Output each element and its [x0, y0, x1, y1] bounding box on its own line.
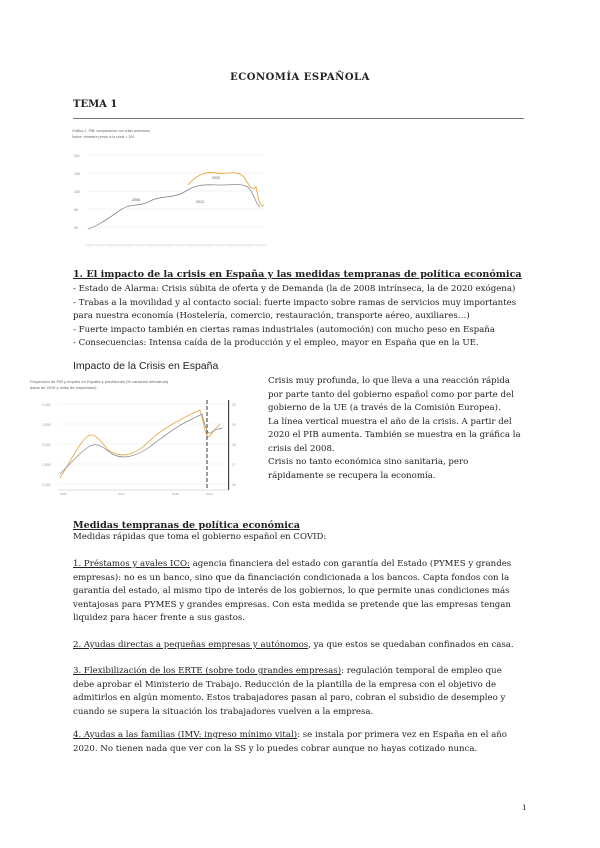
figure1-caption-2: Índice, trimestre previo a la crisis = 100: [72, 135, 135, 139]
svg-text:110: 110: [74, 154, 80, 158]
section1-list: [73, 283, 528, 351]
text-line: cuando se supera la situación los trabajadores vuelven a la empresa.: [73, 706, 374, 717]
svg-text:17: 17: [232, 463, 236, 467]
figure2-caption-1: Proyección de PIB y empleo en España y previsiones (% variación interanual): [30, 379, 169, 384]
text-line: : regulación temporal de empleo que: [341, 666, 502, 676]
svg-text:100: 100: [74, 190, 80, 194]
figure-crisis-impact-spain: [28, 374, 246, 500]
text-line: 2020. No tienen nada que ver con la SS y lo puedes cobrar aunque no hayas cotizado nunca.: [73, 743, 478, 754]
svg-text:19: 19: [232, 423, 236, 427]
svg-text:90: 90: [74, 226, 78, 230]
text-line: agencia financiera del estado con garantía del Estado (PYMES y grandes: [189, 559, 512, 569]
measure-ico: [73, 558, 528, 626]
measure-imv: [73, 729, 528, 756]
text-line: crisis del 2008.: [268, 443, 335, 454]
text-line: por parte tanto del gobierno español como por parte del: [268, 389, 514, 400]
text-line: 2020 el PIB aumenta. También se muestra en la gráfica la: [268, 430, 521, 440]
figure1-caption-1: Gráfico 1. PIB: comparación con crisis anteriores: [72, 129, 150, 133]
list-item: - Estado de Alarma: Crisis súbita de oferta y de Demanda (la de 2008 intrínseca, la de 2020 exógena): [73, 284, 516, 294]
list-item: para nuestra economía (Hostelería, comercio, restauración, transporte aéreo, auxiliares…): [73, 311, 470, 321]
measure-erte-title: 3. Flexibilización de los ERTE (sobre todo grandes empresas): [73, 666, 342, 676]
text-line: debe aprobar el Ministerio de Trabajo. Reducción de la plantilla de la empresa con el objetivo de: [73, 679, 497, 690]
svg-text:2018: 2018: [172, 492, 179, 496]
svg-text:3.000: 3.000: [42, 443, 51, 447]
text-line: : se instala por primera vez en España en el año: [297, 730, 507, 740]
svg-text:2006: 2006: [60, 492, 67, 496]
measure-erte: [73, 665, 528, 719]
measure-imv-title: 4. Ayudas a las familias (IMV: ingreso mínimo vital): [73, 730, 298, 740]
text-line: , ya que estos se quedaban confinados en casa.: [308, 640, 514, 650]
svg-text:105: 105: [74, 172, 80, 176]
text-line: rápidamente se recupera la economía.: [268, 470, 436, 481]
measure-direct-aid-title: 2. Ayudas directas a pequeñas empresas y autónomos: [73, 640, 309, 650]
list-item: - Consecuencias: Intensa caída de la producción y el empleo, mayor en España que en la UE.: [73, 338, 479, 348]
page-number: 1: [522, 803, 527, 812]
measure-ico-title: 1. Préstamos y avales ICO:: [73, 559, 190, 569]
text-line: admitirlos en algún momento. Estos trabajadores pasan al paro, cobran el subsidio de desempleo y: [73, 693, 506, 703]
svg-text:18: 18: [232, 443, 236, 447]
figure2-caption-2: datos de 2019 y miles de empleados): [30, 385, 97, 390]
page-title: ECONOMÍA ESPAÑOLA: [230, 72, 370, 83]
text-line: liquidez para hacer frente a sus gastos.: [73, 613, 246, 623]
divider: [73, 118, 524, 119]
figure2-commentary: [268, 375, 530, 483]
svg-text:3.500: 3.500: [42, 423, 51, 427]
figure-gdp-crisis-comparison: [70, 125, 280, 253]
svg-text:2.000: 2.000: [42, 483, 51, 487]
section1-heading: 1. El impacto de la crisis en España y las medidas tempranas de política económica: [73, 269, 522, 280]
text-line: Crisis muy profunda, lo que lleva a una reacción rápida: [268, 376, 510, 386]
section-label: TEMA 1: [73, 99, 118, 110]
svg-text:2020: 2020: [206, 492, 213, 496]
section2-heading: Medidas tempranas de política económica: [73, 520, 300, 531]
list-item: - Fuerte impacto también en ciertas ramas industriales (automoción) con mucho peso en España: [73, 324, 495, 335]
figure1-label-b: 2020: [212, 176, 220, 180]
measure-direct-aid: [73, 639, 528, 653]
text-line: Medidas rápidas que toma el gobierno español en COVID:: [73, 532, 327, 542]
text-line: La línea vertical muestra el año de la crisis. A partir del: [268, 416, 512, 427]
svg-text:2012: 2012: [118, 492, 125, 496]
text-line: gobierno de la UE (a través de la Comisión Europea).: [268, 403, 501, 413]
section2-intro: [73, 531, 528, 545]
text-line: garantía del estado, al mismo tipo de interés de los gobiernos, lo que permite unas condiciones más: [73, 586, 510, 596]
svg-text:16: 16: [232, 483, 236, 487]
figure1-label-a: 2008: [132, 198, 140, 202]
svg-text:4.000: 4.000: [42, 403, 51, 407]
svg-text:20: 20: [232, 403, 236, 407]
svg-text:2.500: 2.500: [42, 463, 51, 467]
figure1-label-c: 2012: [196, 200, 204, 204]
svg-text:95: 95: [74, 208, 78, 212]
text-line: ventajosas para PYMES y grandes empresas. Con esta medida se pretende que las empresas tengan: [73, 599, 511, 610]
text-line: Crisis no tanto económica sino sanitaria, pero: [268, 457, 469, 467]
figure2-title: Impacto de la Crisis en España: [73, 360, 219, 372]
text-line: empresas): no es un banco, sino que da financiación condicionada a los bancos. Capta fondos con la: [73, 572, 510, 583]
list-item: - Trabas a la movilidad y al contacto social: fuerte impacto sobre ramas de servicios muy importantes: [73, 297, 517, 308]
